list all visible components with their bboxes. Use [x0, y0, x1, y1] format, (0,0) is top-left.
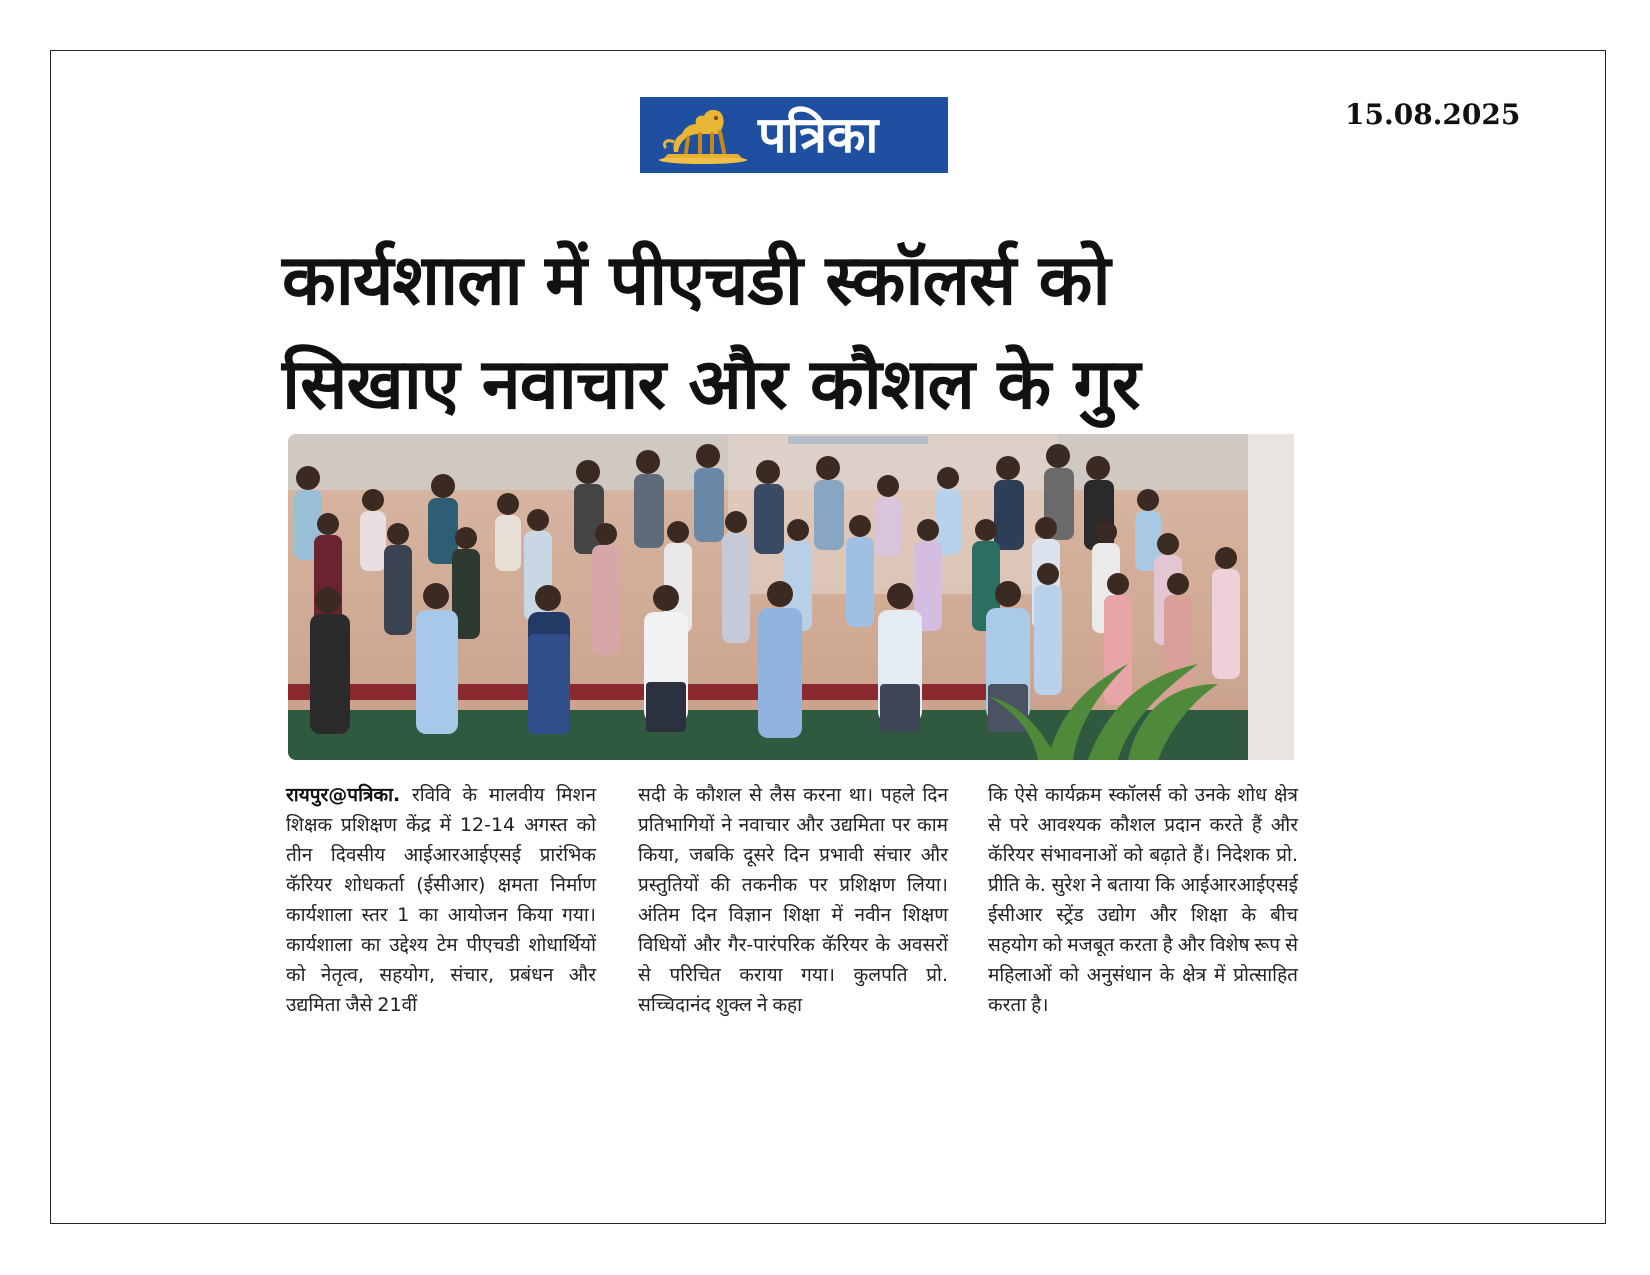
headline	[282, 228, 1302, 436]
article-column-1	[286, 780, 596, 1020]
masthead-title: पत्रिका	[758, 106, 879, 164]
lion-logo-icon	[654, 102, 752, 168]
newspaper-masthead	[640, 97, 948, 173]
article-column-2	[638, 780, 948, 1020]
article-column-3	[988, 780, 1298, 1020]
headline-line-1: कार्यशाला में पीएचडी स्कॉलर्स को	[282, 239, 1110, 321]
article-dateline: रायपुर@पत्रिका.	[286, 784, 401, 806]
article-text-column-1: रविवि के मालवीय मिशन शिक्षक प्रशिक्षण केंद्र में 12-14 अगस्त को तीन दिवसीय आईआरआईएसई प्रारंभिक कॅरियर शोधकर्ता (ईसीआर) क्षमता निर्माण कार्यशाला स्तर 1 का आयोजन किया गया। कार्यशाला का उद्देश्य टेम पीएचडी शोधार्थियों को नेतृत्व, सहयोग, संचार, प्रबंधन और उद्यमिता जैसे 21वीं	[286, 784, 596, 1016]
publication-date: 15.08.2025	[1345, 98, 1521, 131]
article-text-column-3: कि ऐसे कार्यक्रम स्कॉलर्स को उनके शोध क्षेत्र से परे आवश्यक कौशल प्रदान करते हैं और कॅरियर संभावनाओं को बढ़ाते हैं। निदेशक प्रो. प्रीति के. सुरेश ने बताया कि आईआरआईएसई ईसीआर स्ट्रेंड उद्योग और शिक्षा के बीच सहयोग को मजबूत करता है और विशेष रूप से महिलाओं को अनुसंधान के क्षेत्र में प्रोत्साहित करता है।	[988, 784, 1298, 1016]
article-text-column-2: सदी के कौशल से लैस करना था। पहले दिन प्रतिभागियों ने नवाचार और उद्यमिता पर काम किया, जबकि दूसरे दिन प्रभावी संचार और प्रस्तुतियों की तकनीक पर प्रशिक्षण लिया। अंतिम दिन विज्ञान शिक्षा में नवीन शिक्षण विधियों और गैर-पारंपरिक कॅरियर के अवसरों से परिचित कराया गया। कुलपति प्रो. सच्चिदानंद शुक्ल ने कहा	[638, 784, 948, 1016]
headline-line-2: सिखाए नवाचार और कौशल के गुर	[282, 343, 1140, 425]
group-photo	[288, 434, 1294, 760]
